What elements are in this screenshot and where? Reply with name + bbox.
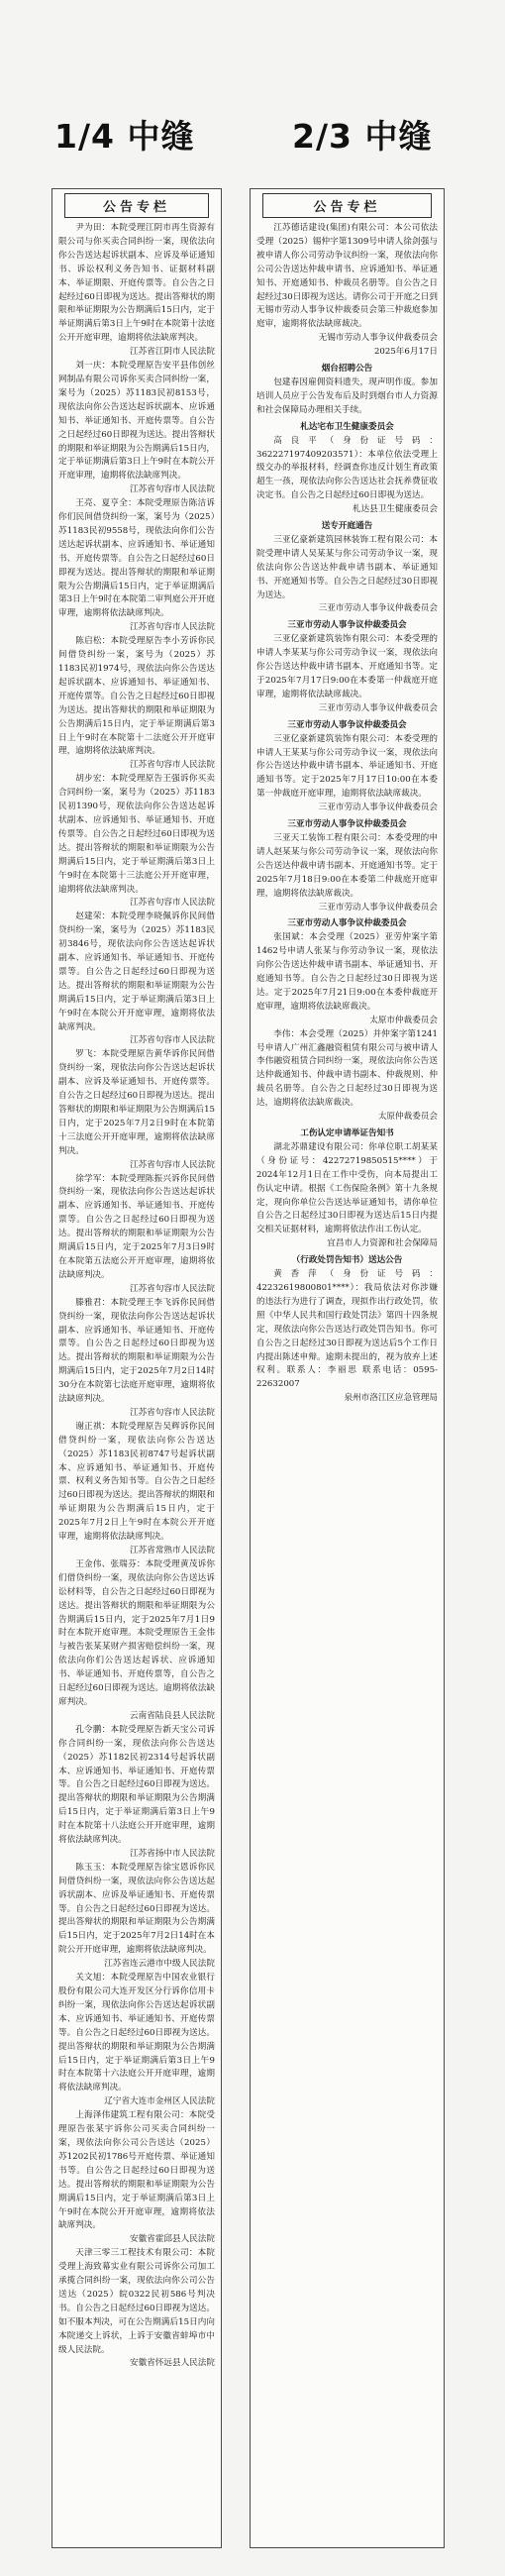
notice-title: 送专开庭通告: [321, 521, 373, 532]
notice-issuer: 无锡市劳动人事争议仲裁委员会: [318, 333, 438, 344]
legal-notice: [58, 1724, 215, 1862]
legal-notice: [58, 222, 215, 360]
notice-body: 王亮、夏亨全：本院受理原告陈洁诉你们民间借贷纠纷一案，案号为（2025）苏1183民初9558号，现依法向你们公告送达起诉状副本、应诉通知书、举证通知书、开庭传票等。自公告之日起经过60日即视为送达。提出答辩状的期限和举证期限为公告期满后15日内，定于举证期满后第3日上午9时在本院第二审判庭公开开庭审理，逾期将依法缺席判决。: [58, 498, 215, 619]
notice-title: 工伤认定申请举证告知书: [300, 1128, 394, 1138]
notice-issuer: 安徽省怀远县人民法院: [130, 2358, 215, 2369]
notice-issuer: 太原市仲裁委员会: [369, 1015, 438, 1025]
notice-issuer: 安徽省霍邱县人民法院: [130, 2234, 215, 2245]
notice-body: 刘一庆：本院受理原告安平县伟创丝网制品有限公司诉你买卖合同纠纷一案，案号为（2025）苏1183民初8153号，现依法向你公告送达起诉状副本、应诉通知书、举证通知书、开庭传票等。自公告之日起经过60日即视为送达。提出答辩状的期限和举证期限为公告期满后15日内，定于举证期满后第3日上午9时在本院公开开庭审理，逾期将依法缺席判决。: [58, 361, 215, 482]
notice-issuer: 江苏省连云港市中级人民法院: [104, 1959, 215, 1970]
notice-body: 黄香萍（身份证号码：42232619800801****）：我局依法对你涉嫌的违法行为进行了调查，现拟作出行政处罚，依照《中华人民共和国行政处罚法》第四十四条规定，现依法向你公告送达行政处罚告知书。你可自公告之日起经过30日即视为送达后5个工作日内提出陈述申辩。逾期未提出的，视为放弃上述权利。联系人：李丽思 联系电话：0595-22632007: [256, 1269, 438, 1390]
notice-title: 札达宅布卫生健康委员会: [300, 421, 394, 432]
legal-notice: [58, 2109, 215, 2247]
notice-body: 江苏德话建设(集团)有限公司：本公司依法受理（2025）锡仲字第1309号申请人徐剑强与被申请人你公司劳动争议纠纷一案，现依法向你公司公告送达仲裁申请书、应诉通知书、举证通知书、开庭通知书、仲裁员名册等。自公告之日起经过30日即视为送达。请你公司于开庭之日到无锡市劳动人事争议仲裁委员会第三仲裁庭参加庭审，逾期将依法缺席裁决。: [256, 223, 438, 330]
notice-body: 孔令鹏：本院受理原告新天宝公司诉你合同纠纷一案，现依法向你公告送达（2025）苏1182民初2314号起诉状副本、应诉通知书、举证通知书、开庭传票等。自公告之日起经过60日即视为送达。提出答辩状的期限和举证期限为公告期满后15日内，定于举证期满后第3日上午9时在本院第十八法庭公开开庭审理，逾期将依法缺席判决。: [58, 1724, 215, 1846]
notice-issuer: 札达县卫生健康委员会: [353, 504, 438, 515]
notice-body: 天津三零三工程技术有限公司：本院受理上海致幕实业有限公司诉你公司加工承揽合同纠纷一案，现依法向你公司公告送达（2025）皖0322民初586号判决书。自公告之日起经过60日即视为送达。如不服本判决，可在公告期满后15日内向本院递交上诉状，上诉于安徽省蚌埠市中级人民法院。: [58, 2248, 215, 2355]
notice-issuer: 三亚市劳动人事争议仲裁委员会: [318, 902, 438, 912]
legal-notice: [58, 1972, 215, 2109]
notice-body: 徐学军：本院受理陈振兴诉你民间借贷纠纷一案，现依法向你公告送达起诉状副本、应诉通知书、举证通知书、开庭传票等。自公告之日起经过60日即视为送达。提出答辩状的期限和举证期限为公告期满后15日内，定于2025年7月3日9时在本院第五法庭公开开庭审理，逾期将依法缺席判决。: [58, 1173, 215, 1280]
legal-notice: [256, 363, 438, 418]
notice-body: 陈玉玉：本院受理原告徐宝恩诉你民间借贷纠纷一案，现依法向你公告送达起诉状副本、应诉及举证通知书、开庭传票等。自公告之日起经过60日即视为送达。提出答辩状的期限和举证期限为公告期满后15日内，定于2025年7月2日14时在本院公开开庭审理，逾期将依法缺席判决。: [58, 1862, 215, 1956]
notice-title: 三亚市劳动人事争议仲裁委员会: [287, 819, 407, 830]
legal-notice: [58, 635, 215, 773]
notice-body: 尹为田：本院受理江阴市再生资源有限公司与你买卖合同纠纷一案，现依法向你公告送达起诉状副本、应诉及举证通知书、诉讼权利义务告知书、证据材料副本、举证期限、开庭传票等。自公告之日起经过60日即视为送达。提出答辩状的期限和举证期限为公告期满后15日内，定于举证期满后第3日上午9时在本院第十法庭公开开庭审理，逾期将依法缺席判决。: [58, 223, 215, 344]
legal-notice: [256, 222, 438, 360]
notice-body: 李伟：本会受理（2025）并仲案字第1241号申请人广州汇鑫融资租赁有限公司与被申请人李伟融资租赁合同纠纷一案，现依法向你公告送达仲裁通知书、仲裁申请书副本、仲裁规则、仲裁员名册等。自公告之日起经过30日即视为送达，逾期将依法缺席裁决。: [256, 1028, 438, 1109]
legal-notice: [58, 1862, 215, 1972]
legal-notice: [58, 360, 215, 497]
column-header: 公告专栏: [64, 193, 209, 218]
notice-issuer: 江苏省句容市人民法院: [130, 760, 215, 771]
notice-issuer: 江苏省句容市人民法院: [130, 1159, 215, 1170]
legal-notice: [58, 1297, 215, 1421]
notice-issuer: 云南省陆良县人民法院: [130, 1710, 215, 1721]
notice-issuer: 宜昌市人力资源和社会保障局: [327, 1238, 438, 1249]
notice-column-left: [51, 188, 222, 2548]
notice-issuer: 太原仲裁委员会: [377, 1112, 438, 1123]
notice-title: 三亚市劳动人事争议仲裁委员会: [287, 918, 407, 929]
column-header: 公告专栏: [262, 193, 432, 218]
legal-notice: [256, 619, 438, 715]
legal-notice: [58, 1558, 215, 1724]
notice-body: 湖北苏鼎建设有限公司：你单位职工胡某某（身份证号：42272719850515****）于2024年12月1日在工作中受伤，向本局提出工伤认定申请。根据《工伤保险条例》第十九条规定，现向你单位公告送达举证通知书，请你单位自公告之日起经过30日即视为送达后15日内提交相关证据材料，逾期将依法作出工伤认定。: [256, 1141, 438, 1235]
notice-body: 赵建荣：本院受理李晓佩诉你民间借贷纠纷一案，案号为（2025）苏1183民初3846号，现依法向你公告送达起诉状副本、应诉通知书、举证通知书、开庭传票等。自公告之日起经过60日即视为送达。提出答辩状的期限和举证期限为公告期满后15日内，定于举证期满后第3日上午9时在本院公开开庭审理，逾期将依法缺席判决。: [58, 912, 215, 1032]
legal-notice: [58, 497, 215, 635]
notice-body: 包建春因雇佣资料遗失，现声明作废。参加培训人员应于公告发布后及时到烟台市人力资源和社会保障局办理相关手续。: [256, 376, 438, 415]
notice-body: 三亚亿豪新建筑装饰有限公司：本委受理的申请人李某某与你公司劳动争议一案，现依法向你公告送达仲裁申请书副本、开庭通知书等。定于2025年7月17日9:00在本委第一仲裁庭开庭审理，逾期将依法缺席裁决。: [256, 634, 438, 699]
notice-title: 三亚市劳动人事争议仲裁委员会: [287, 719, 407, 730]
legal-notice: [256, 520, 438, 616]
notice-issuer: 江苏省句容市人民法院: [130, 898, 215, 909]
legal-notice: [58, 773, 215, 911]
notice-body: 滕雅君：本院受理王李飞诉你民间借贷纠纷一案，现依法向你公告送达起诉状副本、应诉通知书、举证通知书、开庭传票等。自公告之日起经过60日即视为送达。提出答辩状的期限和举证期限为公告期满后15日内，定于2025年7月2日14时30分在本院第七法庭开庭审理，逾期将依法缺席判决。: [58, 1297, 215, 1405]
notice-title: 烟台招聘公告: [321, 364, 373, 375]
notice-body: 上海泽伟建筑工程有限公司：本院受理原告张某宇诉你公司买卖合同纠纷一案，现依法向你公司公告送达（2025）苏1202民初1786号开庭传票、举证通知书等。自公告之日起经过60日即视为送达。提出答辩状的期限和举证期限为公告期满后15日内，定于举证期满后第3日上午9时在本院公开开庭审理，逾期将依法缺席判决。: [58, 2110, 215, 2231]
notice-body: 三亚亿豪新建筑园林装饰工程有限公司：本院受理申请人吴某某与你公司劳动争议一案，现依法向你公告送达仲裁申请书副本、举证通知书、开庭通知书等。自公告之日起经过30日即视为送达。: [256, 534, 438, 600]
page-section-label-left: 1/4 中缝: [54, 117, 195, 156]
notice-body: 罗飞：本院受理原告黄华诉你民间借贷纠纷一案，现依法向你公告送达起诉状副本、应诉及举证通知书、开庭传票等。自公告之日起经过60日即视为送达。提出答辩状的期限和举证期限为公告期满后15日内，定于2025年7月2日9时在本院第十三法庭公开开庭审理，逾期将依法缺席判决。: [58, 1049, 215, 1156]
legal-notice: [256, 1254, 438, 1406]
notice-body: 王金伟、张瑞芬：本院受理黄茂诉你们借贷纠纷一案，现依法向你公告送达诉讼材料等，自公告之日起经过60日即视为送达。提出答辩状的期限和举证期限为公告期满后15日内，定于2025年7月1日9时在本院开庭审理。本院受理原告王金伟与被告张某某财产损害赔偿纠纷一案，现依法向你们公告送达起诉状、应诉通知书、举证通知书、开庭传票等，自公告之日起经过60日即视为送达。逾期将依法缺席判决。: [58, 1558, 215, 1707]
notice-issuer: 江苏省句容市人民法院: [130, 622, 215, 633]
notice-body: 关文旭：本院受理原告中国农业银行股份有限公司大连开发区分行诉你信用卡纠纷一案，现依法向你公告送达起诉状副本、应诉通知书、举证通知书、开庭传票等。自公告之日起经过60日即视为送达。提出答辩状的期限和举证期限为公告期满后15日内，定于举证期满后第3日上午9时在本院第十六法庭公开开庭审理，逾期将依法缺席判决。: [58, 1973, 215, 2093]
notice-body: 高良平（身份证号码：362227197409203571）：本单位依法受理上级交办的举报材料，经调查你违反计划生育政策超生一孩，现依法向你公告送达社会抚养费征收决定书。自公告之日起经过60日即视为送达。: [256, 435, 438, 501]
notice-column-right: [250, 188, 445, 2548]
legal-notice: [58, 911, 215, 1048]
notice-issuer: 江苏省句容市人民法院: [130, 1283, 215, 1294]
notice-issuer: 江苏省江阴市人民法院: [130, 347, 215, 358]
page-section-label-right: 2/3 中缝: [292, 117, 433, 156]
legal-notice: [58, 1173, 215, 1297]
notice-issuer: 江苏省扬中市人民法院: [130, 1848, 215, 1859]
legal-notice: [256, 421, 438, 517]
legal-notice: [256, 1127, 438, 1251]
notice-date: 2025年6月17日: [373, 347, 438, 358]
notice-issuer: 江苏省句容市人民法院: [130, 1035, 215, 1046]
legal-notice: [256, 917, 438, 1027]
notice-body: 张国斌：本会受理（2025）亚劳仲案字第1462号申请人张某与你劳动争议一案，现依法向你公告送达仲裁申请书副本、举证通知书、开庭通知书等。自公告之日起经过30日即视为送达。定于2025年7月21日9:00在本委仲裁庭开庭审理，逾期将依法缺席裁决。: [256, 932, 438, 1012]
notice-title: 三亚市劳动人事争议仲裁委员会: [287, 620, 407, 631]
legal-notice: [58, 2247, 215, 2371]
notice-body: 陈启松：本院受理原告李小芳诉你民间借贷纠纷一案，案号为（2025）苏1183民初1974号，现依法向你公告送达起诉状副本、应诉通知书、举证通知书、开庭传票等。自公告之日起经过60日即视为送达。提出答辩状的期限和举证期限为公告期满后15日内，定于举证期满后第3日上午9时在本院第十二法庭公开开庭审理，逾期将依法缺席判决。: [58, 636, 215, 757]
legal-notice: [256, 818, 438, 914]
notice-issuer: 三亚市劳动人事争议仲裁委员会: [318, 803, 438, 813]
legal-notice: [256, 719, 438, 815]
notice-issuer: 三亚市劳动人事争议仲裁委员会: [318, 603, 438, 614]
notice-title: （行政处罚告知书）送达公告: [291, 1255, 403, 1266]
notice-issuer: 江苏省句容市人民法院: [130, 1407, 215, 1418]
notice-issuer: 辽宁省大连市金州区人民法院: [104, 2096, 215, 2107]
notice-body: 谢正祺：本院受理原告吴辉诉你民间借贷纠纷一案，现依法向你公告送达（2025）苏1183民初8747号起诉状副本、应诉通知书、举证通知书、开庭传票、权利义务告知书等。自公告之日起经过60日即视为送达。提出答辩状的期限和举证期限为公告期满后15日内，定于2025年7月2日上午9时在本院公开开庭审理，逾期将依法缺席判决。: [58, 1421, 215, 1543]
notice-issuer: 三亚市劳动人事争议仲裁委员会: [318, 702, 438, 713]
notice-body: 三亚天工装饰工程有限公司：本委受理的申请人赵某某与你公司劳动争议一案，现依法向你公告送达仲裁申请书副本、开庭通知书等。定于2025年7月18日9:00在本委第二仲裁庭开庭审理，逾期将依法缺席裁决。: [256, 832, 438, 899]
legal-notice: [256, 1028, 438, 1125]
legal-notice: [58, 1048, 215, 1172]
notice-issuer: 江苏省句容市人民法院: [130, 484, 215, 495]
notice-body: 胡步宏：本院受理原告王强诉你买卖合同纠纷一案，案号为（2025）苏1183民初1390号，现依法向你公告送达起诉状副本、应诉通知书、举证通知书、开庭传票等。自公告之日起经过60日即视为送达。提出答辩状的期限和举证期限为公告期满后15日内，定于举证期满后第3日上午9时在本院第十三法庭公开开庭审理，逾期将依法缺席判决。: [58, 774, 215, 895]
notice-body: 三亚亿豪新建筑装饰有限公司：本委受理的申请人王某某与你公司劳动争议一案，现依法向你公告送达仲裁申请书副本、举证通知书、开庭通知书等。定于2025年7月17日10:00在本委第一仲裁庭开庭审理，逾期将依法缺席裁决。: [256, 733, 438, 800]
notice-issuer: 江苏省常熟市人民法院: [130, 1546, 215, 1556]
notice-issuer: 泉州市洛江区应急管理局: [344, 1393, 438, 1404]
legal-notice: [58, 1421, 215, 1558]
